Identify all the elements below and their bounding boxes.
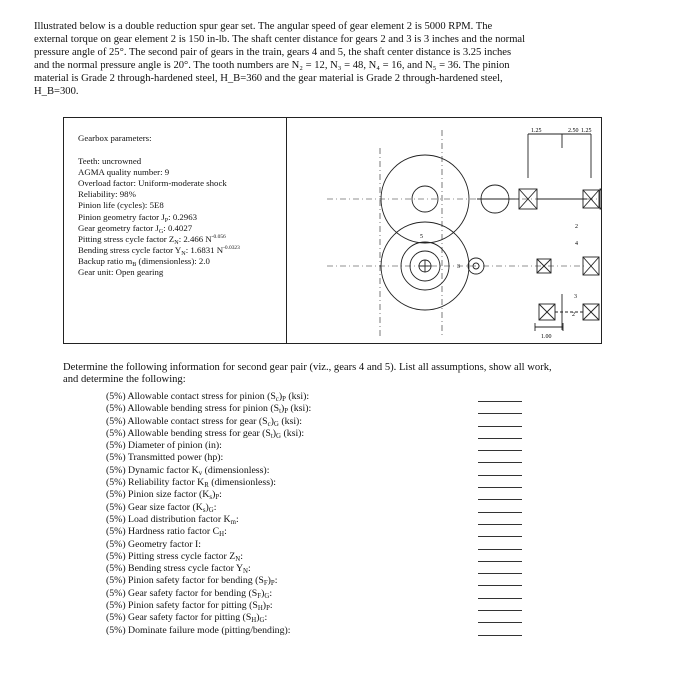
intro-line: material is Grade 2 through-hardened steel, H_B=360 and the gear material is Grade 2 through-hardened steel,	[34, 73, 503, 85]
question-item-label: (5%) Allowable contact stress for gear $(S_c)_G$ (ksi):	[106, 415, 303, 428]
question-item	[106, 440, 606, 452]
answer-blank[interactable]	[478, 487, 522, 488]
answer-blank[interactable]	[478, 426, 522, 427]
answer-blank[interactable]	[478, 413, 522, 414]
question-item-label: (5%) Gear safety factor for pitting $(S_H)_G$:	[106, 612, 268, 625]
param-agma: AGMA quality number: 9	[78, 167, 170, 178]
answer-blank[interactable]	[478, 499, 522, 500]
question-item	[106, 514, 606, 526]
question-item	[106, 625, 606, 637]
question-item	[106, 526, 606, 538]
answer-blank[interactable]	[478, 524, 522, 525]
question-item-label: (5%) Pinion size factor $(K_s)_P$:	[106, 489, 222, 502]
question-item	[106, 600, 606, 612]
question-item-label: (5%) Gear size factor $(K_s)_G$:	[106, 501, 217, 514]
intro-line: pressure angle of 25°. The second pair of gears in the train, gears 4 and 5, the shaft center distance is 3.25 inches	[34, 47, 512, 59]
question-item	[106, 489, 606, 501]
question-item	[106, 477, 606, 489]
question-item-label: (5%) Pinion safety factor for pitting $(S_H)_P$:	[106, 600, 273, 613]
question-item-label: (5%) Pitting stress cycle factor $Z_N$:	[106, 550, 243, 563]
answer-blank[interactable]	[478, 462, 522, 463]
param-reliability: Reliability: 98%	[78, 189, 136, 200]
param-bending-factor: Bending stress cycle factor $Y_N$: 1.6831 $N^{-0.0323}$	[78, 244, 240, 257]
answer-blank[interactable]	[478, 475, 522, 476]
question-item	[106, 416, 606, 428]
bearing-upper-right	[600, 189, 601, 209]
question-item	[106, 391, 606, 403]
label-gear-5: 5	[420, 234, 423, 240]
answer-blank[interactable]	[478, 561, 522, 562]
param-pitting-factor: Pitting stress cycle factor $Z_N$: 2.466 $N^{-0.056}$	[78, 233, 226, 246]
param-overload: Overload factor: Uniform-moderate shock	[78, 178, 227, 189]
answer-blank[interactable]	[478, 598, 522, 599]
intro-line: Illustrated below is a double reduction spur gear set. The angular speed of gear element 2 is 5000 RPM. The	[34, 21, 493, 32]
answer-blank[interactable]	[478, 573, 522, 574]
intro-line: external torque on gear element 2 is 150 in-lb. The shaft center distance for gears 2 and 3 is 3 inches and the normal	[34, 34, 526, 46]
question-item	[106, 551, 606, 563]
question-line: Determine the following information for second gear pair (viz., gears 4 and 5). List all assumptions, show all work,	[63, 362, 552, 373]
param-teeth: Teeth: uncrowned	[78, 156, 142, 167]
label-gear-4-right: 4	[575, 241, 578, 247]
question-item	[106, 452, 606, 464]
question-item-label: (5%) Allowable contact stress for pinion $(S_c)_P$ (ksi):	[106, 391, 310, 403]
answer-blank[interactable]	[478, 450, 522, 451]
problem-statement	[34, 20, 636, 99]
question-item	[106, 575, 606, 587]
question-item	[106, 502, 606, 514]
label-gear-2-right: 2	[572, 312, 575, 318]
answer-blank[interactable]	[478, 585, 522, 586]
answer-blank[interactable]	[478, 622, 522, 623]
question-items	[106, 391, 606, 637]
question-item-label: (5%) Dynamic factor $K_v$ (dimensionless):	[106, 464, 270, 477]
question-item	[106, 563, 606, 575]
bearing-col-right-3	[539, 304, 555, 320]
figure-panel	[63, 117, 602, 344]
question-item-label: (5%) Diameter of pinion (in):	[106, 440, 222, 452]
question-item-label: (5%) Allowable bending stress for pinion $(S_t)_P$ (ksi):	[106, 403, 312, 416]
gear-train-diagram	[287, 118, 601, 343]
answer-blank[interactable]	[478, 512, 522, 513]
question-item-label: (5%) Allowable bending stress for gear $(S_t)_G$ (ksi):	[106, 427, 305, 440]
label-gear-5-right: 2	[575, 224, 578, 230]
param-pinion-geometry: Pinion geometry factor $J_P$: 0.2963	[78, 211, 198, 224]
bearing-col-right-2	[583, 257, 599, 275]
dimension-left: 1.25	[531, 128, 542, 134]
dimension-right: 1.25	[581, 128, 592, 134]
question-item	[106, 428, 606, 440]
label-gear-3: 3	[457, 264, 460, 270]
param-backup-ratio: Backup ratio $m_B$ (dimensionless): 2.0	[78, 255, 210, 268]
param-gear-unit: Gear unit: Open gearing	[78, 267, 164, 278]
answer-blank[interactable]	[478, 536, 522, 537]
answer-blank[interactable]	[478, 401, 522, 402]
gearbox-parameters	[78, 133, 283, 278]
dimension-mid: 2.50	[568, 128, 579, 134]
question-item	[106, 465, 606, 477]
question-line: and determine the following:	[63, 374, 186, 386]
question-item	[106, 539, 606, 551]
answer-blank[interactable]	[478, 549, 522, 550]
question-item	[106, 588, 606, 600]
param-pinion-life: Pinion life (cycles): 5E8	[78, 200, 164, 211]
question-item-label: (5%) Geometry factor I:	[106, 538, 201, 550]
question-item-label: (5%) Gear safety factor for bending $(S_F)_G$:	[106, 587, 273, 600]
params-title: Gearbox parameters:	[78, 133, 152, 143]
question-item	[106, 612, 606, 624]
param-gear-geometry: Gear geometry factor $J_G$: 0.4027	[78, 222, 193, 235]
question-item-label: (5%) Pinion safety factor for bending $(S_F)_P$:	[106, 575, 278, 588]
question-prompt	[63, 362, 608, 386]
label-gear-3-right: 3	[574, 294, 577, 300]
answer-blank[interactable]	[478, 438, 522, 439]
question-item	[106, 403, 606, 415]
dimension-bottom: 1.00	[541, 334, 552, 340]
question-item-label: (5%) Transmitted power (hp):	[106, 452, 224, 464]
question-item-label: (5%) Hardness ratio factor $C_H$:	[106, 526, 227, 539]
answer-blank[interactable]	[478, 610, 522, 611]
answer-blank[interactable]	[478, 635, 522, 636]
intro-line: H_B=300.	[34, 86, 79, 98]
question-item-label: (5%) Dominate failure mode (pitting/bending):	[106, 624, 291, 636]
question-item-label: (5%) Load distribution factor $K_m$:	[106, 513, 239, 526]
bearing-lower-left	[583, 304, 599, 320]
bearing-upper-left	[519, 189, 537, 209]
question-item-label: (5%) Bending stress cycle factor $Y_N$:	[106, 563, 251, 576]
question-item-label: (5%) Reliability factor $K_R$ (dimensionless):	[106, 477, 277, 490]
intro-line: and the normal pressure angle is 20°. The tooth numbers are N₂ = 12, N₃ = 48, N₄ = 16, and N₅ = 36. The pinion	[34, 60, 510, 72]
